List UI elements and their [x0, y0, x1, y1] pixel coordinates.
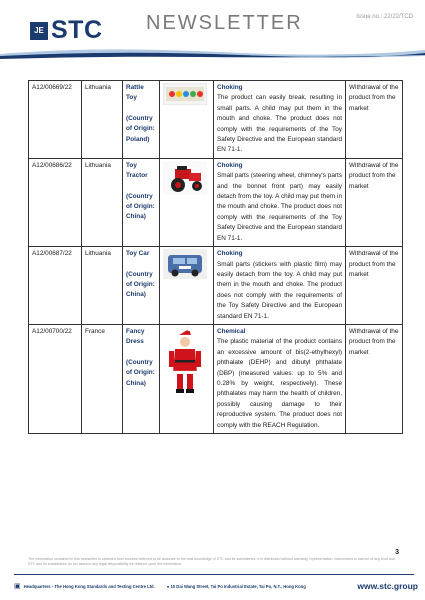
risk-type: Chemical [217, 327, 246, 335]
product-image-cell [160, 81, 214, 159]
website-link[interactable]: www.stc.group [357, 581, 418, 591]
risk-description: The product can easily break, resulting in small parts. A child may put them in the mouth and choke. The product does not comply with the requirements of the Toy Safety Directive and the European standard EN 71-1. [217, 94, 342, 154]
issue-number: Issue no.: 22/22/TCD [356, 14, 413, 20]
santa-costume-photo [163, 327, 210, 399]
origin-label: (Country of Origin: [126, 114, 155, 133]
origin-label: (Country of Origin: [126, 270, 155, 288]
country-cell: France [82, 324, 123, 433]
footer-divider [14, 574, 414, 575]
product-cell [123, 158, 160, 246]
reference-cell: A12/00700/22 [29, 324, 82, 433]
building-icon: ▣ [14, 583, 21, 590]
footer [14, 580, 418, 592]
risk-description: Small parts (steering wheel, chimney's parts and the bonnet front part) may easily detach from the toy. A child may put them in the mouth and choke. The product does not comply with the requirements of the Toy Safety Directive and the European standard EN 71-1. [217, 172, 342, 242]
toy-car-photo [163, 249, 210, 279]
origin-value: China) [126, 379, 146, 387]
table-row [29, 324, 403, 433]
rattle-toy-photo [163, 83, 210, 105]
risk-type: Choking [217, 161, 243, 169]
product-cell [123, 247, 160, 325]
risk-description: Small parts (stickers with plastic film) may easily detach from the toy. A child may put them in the mouth and choke. The product does not comply with the requirements of the Toy Safety Directive and the European standard EN 71-1. [217, 260, 342, 320]
reference-cell: A12/00687/22 [29, 247, 82, 325]
stc-logo [30, 18, 103, 43]
reference-cell: A12/00686/22 [29, 158, 82, 246]
headquarters-label: Headquarters - The Hong Kong Standards and Testing Centre Ltd. [23, 583, 155, 589]
disclaimer-text: The information contained in this newsletter is obtained from sources believed to be accurate to the best knowledge of STC and its subsidiaries. It is distributed without warranty, representation, inducement or licence of any kind and STC and its subsidiaries do not assume any legal responsibility for reliance upon the information. [28, 557, 395, 566]
measure-cell: Withdrawal of the product from the market [346, 158, 403, 246]
newsletter-header [0, 0, 425, 62]
measure-cell: Withdrawal of the product from the market [346, 324, 403, 433]
page-number: 3 [395, 549, 399, 556]
origin-label: (Country of Origin: [126, 358, 155, 377]
country-cell: Lithuania [82, 158, 123, 246]
origin-label: (Country of Origin: [126, 192, 155, 211]
address-text: ● 10 Dai Wang Street, Tai Po Industrial Estate, Tai Po, N.T., Hong Kong [166, 583, 306, 589]
reference-cell: A12/00669/22 [29, 81, 82, 159]
newsletter-title: NEWSLETTER [146, 12, 303, 34]
country-cell: Lithuania [82, 81, 123, 159]
logo-mark: JE [30, 22, 48, 40]
risk-cell [214, 81, 346, 159]
product-image-cell [160, 158, 214, 246]
product-cell [123, 324, 160, 433]
country-cell: Lithuania [82, 247, 123, 325]
table-row [29, 158, 403, 246]
product-cell [123, 81, 160, 159]
risk-type: Choking [217, 84, 243, 91]
risk-description: The plastic material of the product contains an excessive amount of bis(2-ethylhexyl) phthalate (DEHP) and dibutyl phthalate (DBP) (measured values: up to 5% and 0.28% by weight, respectively). These phthalates may harm the health of children, possibly causing damage to their reproductive system. The product does not comply with the REACH Regulation. [217, 338, 342, 429]
product-image-cell [160, 324, 214, 433]
address-value: 10 Dai Wang Street, Tai Po Industrial Estate, Tai Po, N.T., Hong Kong [170, 583, 306, 589]
product-name: Toy Tractor [126, 161, 148, 180]
measure-cell: Withdrawal of the product from the market [346, 247, 403, 325]
table-row [29, 247, 403, 325]
logo-text: STC [51, 16, 103, 44]
origin-value: China) [126, 213, 146, 221]
product-image-cell [160, 247, 214, 325]
product-name: Toy Car [126, 250, 150, 258]
table-row [29, 81, 403, 159]
origin-value: China) [126, 291, 146, 299]
risk-cell [214, 247, 346, 325]
recall-table [28, 80, 403, 434]
measure-cell: Withdrawal of the product from the market [346, 81, 403, 159]
risk-cell [214, 324, 346, 433]
origin-value: Poland) [126, 135, 150, 143]
toy-tractor-photo [163, 161, 210, 195]
product-name: Fancy Dress [126, 327, 145, 346]
product-name: Rattle Toy [126, 84, 144, 102]
risk-cell [214, 158, 346, 246]
risk-type: Choking [217, 250, 243, 258]
header-wave-decoration [0, 44, 425, 62]
